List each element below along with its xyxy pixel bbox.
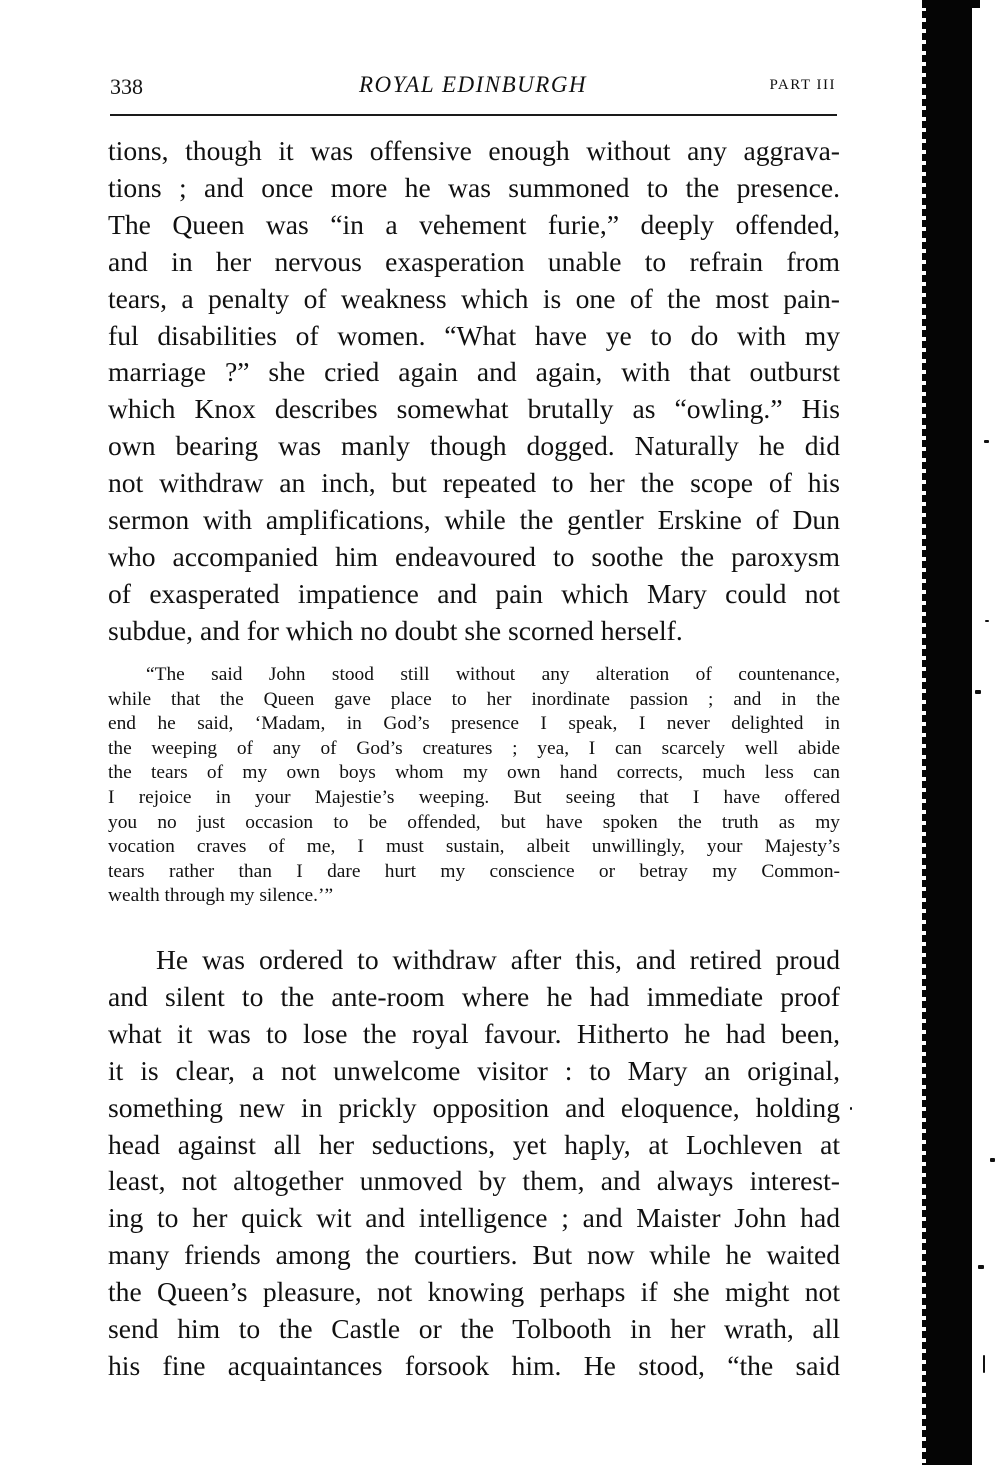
text-line: it is clear, a not unwelcome visitor : to Mary an original,: [108, 1054, 840, 1086]
scan-speck: [978, 1265, 984, 1269]
page-number: 338: [110, 74, 143, 99]
text-line: The Queen was “in a vehement furie,” deeply offended,: [108, 208, 840, 240]
scan-speck: [850, 1107, 852, 1110]
text-line: marriage ?” she cried again and again, with that outburst: [108, 356, 840, 388]
scan-speck: [983, 1355, 985, 1373]
quote-line: you no just occasion to be offended, but have spoken the truth as my: [108, 811, 840, 833]
text-line: something new in prickly opposition and eloquence, holding: [108, 1091, 840, 1123]
text-line: subdue, and for which no doubt she scorned herself.: [108, 614, 683, 646]
quote-line: tears rather than I dare hurt my conscience or betray my Common-: [108, 860, 840, 882]
quote-line: while that the Queen gave place to her inordinate passion ; and in the: [108, 688, 840, 710]
body-paragraph-1: [108, 133, 840, 650]
text-line: what it was to lose the royal favour. Hitherto he had been,: [108, 1017, 840, 1049]
body-paragraph-2: [108, 942, 840, 1385]
text-line: tions, though it was offensive enough without any aggrava-: [108, 135, 840, 166]
scan-speck: [990, 1158, 995, 1162]
block-quotation: [108, 663, 840, 909]
text-line: head against all her seductions, yet haply, at Lochleven at: [108, 1128, 840, 1160]
text-line: own bearing was manly though dogged. Naturally he did: [108, 430, 840, 462]
text-line: ing to her quick wit and intelligence ; and Maister John had: [108, 1202, 840, 1234]
text-line: He was ordered to withdraw after this, and retired proud: [156, 944, 840, 975]
header-rule: [110, 114, 837, 116]
text-line: of exasperated impatience and pain which Mary could not: [108, 577, 840, 609]
quote-line: the tears of my own boys whom my own hand corrects, much less can: [108, 762, 840, 784]
binding-shadow: [926, 0, 972, 1465]
text-line: the Queen’s pleasure, not knowing perhaps if she might not: [108, 1276, 840, 1308]
text-line: who accompanied him endeavoured to soothe the paroxysm: [108, 540, 840, 572]
scan-speck: [985, 620, 989, 622]
quote-line: I rejoice in your Majestie’s weeping. But seeing that I have offered: [108, 786, 840, 808]
running-head: [108, 70, 838, 106]
text-line: tears, a penalty of weakness which is one of the most pain-: [108, 282, 840, 314]
quote-line: the weeping of any of God’s creatures ; yea, I can scarcely well abide: [108, 737, 840, 759]
text-line: his fine acquaintances forsook him. He stood, “the said: [108, 1349, 840, 1381]
text-line: tions ; and once more he was summoned to the presence.: [108, 171, 840, 203]
text-line: ful disabilities of women. “What have ye to do with my: [108, 319, 840, 351]
quote-line: vocation craves of me, I must sustain, albeit unwillingly, your Majesty’s: [108, 836, 840, 858]
quote-line: “The said John stood still without any alteration of countenance,: [146, 664, 840, 685]
quote-line: wealth through my silence.’”: [108, 885, 334, 907]
text-line: and silent to the ante-room where he had immediate proof: [108, 980, 840, 1012]
text-line: and in her nervous exasperation unable to refrain from: [108, 245, 840, 277]
text-line: many friends among the courtiers. But now while he waited: [108, 1239, 840, 1271]
part-label: PART III: [769, 77, 836, 93]
running-title: ROYAL EDINBURGH: [358, 72, 588, 97]
text-line: send him to the Castle or the Tolbooth in her wrath, all: [108, 1313, 840, 1345]
quote-line: end he said, ‘Madam, in God’s presence I speak, I never delighted in: [108, 713, 840, 735]
scan-speck: [975, 690, 981, 694]
scan-speck: [984, 440, 989, 443]
text-line: least, not altogether unmoved by them, and always interest-: [108, 1165, 840, 1197]
text-line: which Knox describes somewhat brutally as “owling.” His: [108, 393, 840, 425]
text-line: sermon with amplifications, while the gentler Erskine of Dun: [108, 504, 840, 536]
text-line: not withdraw an inch, but repeated to her the scope of his: [108, 467, 840, 499]
